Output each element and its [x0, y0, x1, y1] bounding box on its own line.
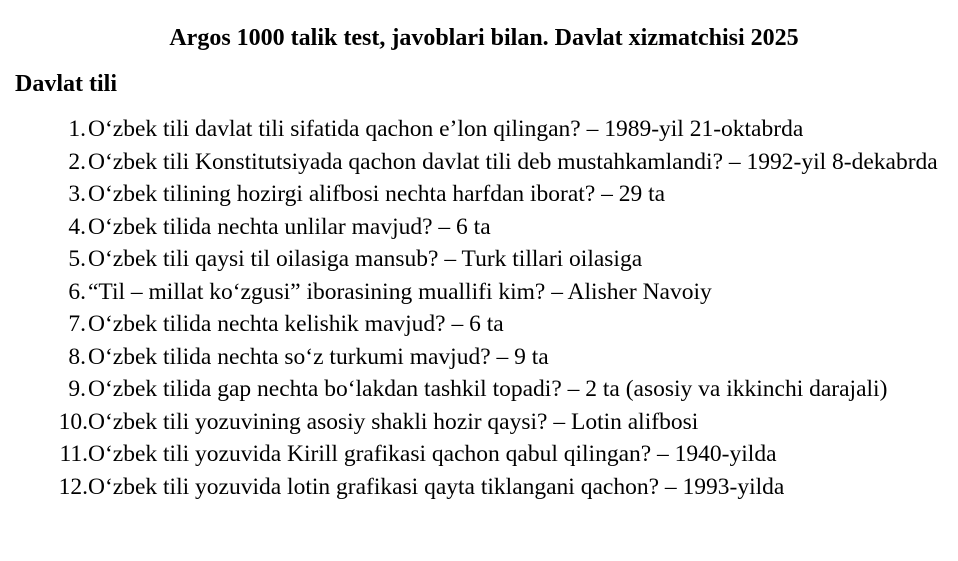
question-number: 1.	[68, 116, 86, 142]
question-item-12	[0, 471, 958, 504]
question-item-5	[0, 243, 958, 276]
question-number: 3.	[68, 181, 86, 207]
question-list	[0, 113, 958, 503]
question-text: O‘zbek tili yozuvida lotin grafikasi qayta tiklangani qachon? – 1993-yilda	[88, 473, 785, 500]
question-text: O‘zbek tili Konstitutsiyada qachon davlat tili deb mustahkamlandi? – 1992-yil 8-dekabrda	[88, 148, 938, 175]
question-text: O‘zbek tili qaysi til oilasiga mansub? – Turk tillari oilasiga	[88, 246, 643, 272]
question-text: O‘zbek tili yozuvining asosiy shakli hozir qaysi? – Lotin alifbosi	[88, 408, 699, 435]
question-number: 2.	[68, 148, 86, 175]
question-item-8	[0, 341, 958, 374]
question-text: O‘zbek tilining hozirgi alifbosi nechta harfdan iborat? – 29 ta	[88, 181, 666, 207]
section-heading: Davlat tili	[15, 71, 117, 97]
question-number: 4.	[68, 213, 86, 240]
question-text: O‘zbek tili davlat tili sifatida qachon e’lon qilingan? – 1989-yil 21-oktabrda	[88, 116, 804, 142]
question-number: 5.	[68, 246, 86, 272]
question-item-11	[0, 438, 958, 471]
question-item-4	[0, 211, 958, 244]
question-number: 8.	[68, 343, 86, 370]
question-item-10	[0, 406, 958, 439]
question-number: 9.	[68, 376, 86, 402]
question-text: “Til – millat ko‘zgusi” iborasining muallifi kim? – Alisher Navoiy	[88, 278, 712, 305]
document-title: Argos 1000 talik test, javoblari bilan. Davlat xizmatchisi 2025	[169, 25, 799, 51]
question-text: O‘zbek tilida nechta so‘z turkumi mavjud? – 9 ta	[88, 343, 549, 370]
question-number: 10.	[58, 408, 88, 435]
question-text: O‘zbek tilida gap nechta bo‘lakdan tashkil topadi? – 2 ta (asosiy va ikkinchi darajali)	[88, 376, 888, 402]
question-item-3	[0, 178, 958, 211]
question-item-7	[0, 308, 958, 341]
question-number: 11.	[59, 441, 88, 467]
question-number: 12.	[58, 473, 88, 500]
question-item-6	[0, 276, 958, 309]
question-number: 7.	[68, 311, 86, 337]
question-item-2	[0, 146, 958, 179]
question-item-9	[0, 373, 958, 406]
question-item-1	[0, 113, 958, 146]
question-text: O‘zbek tilida nechta unlilar mavjud? – 6 ta	[88, 213, 491, 240]
question-number: 6.	[68, 278, 86, 305]
question-text: O‘zbek tilida nechta kelishik mavjud? – 6 ta	[88, 311, 504, 337]
question-text: O‘zbek tili yozuvida Kirill grafikasi qachon qabul qilingan? – 1940-yilda	[88, 441, 777, 467]
